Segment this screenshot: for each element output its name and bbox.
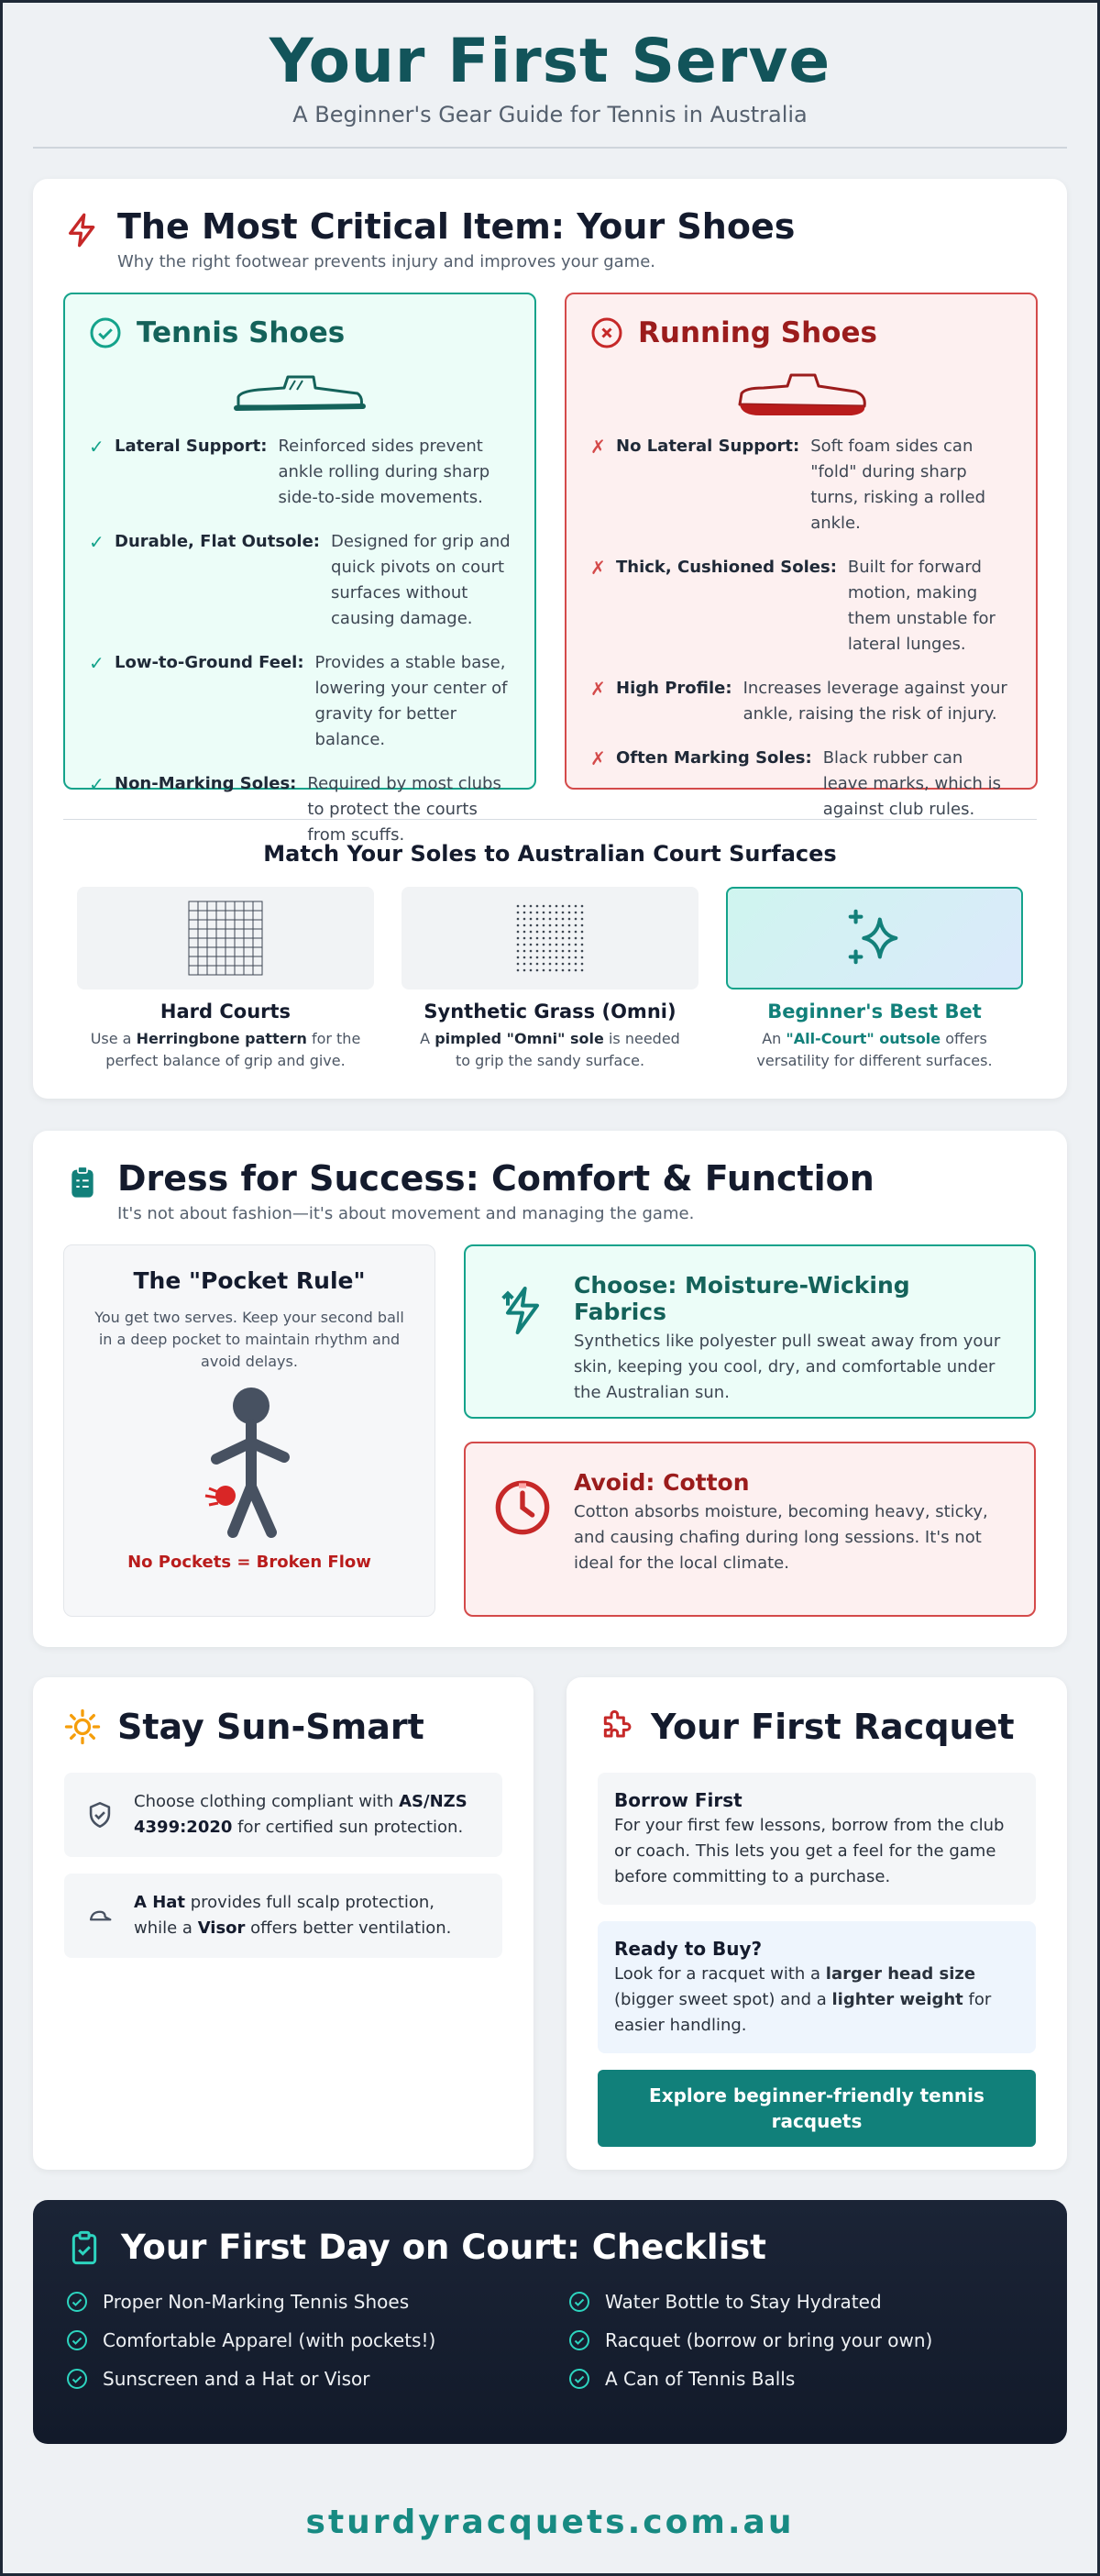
running-shoe-feature: [590, 555, 1012, 658]
surface-grass-name: Synthetic Grass (Omni): [424, 1001, 676, 1023]
sun-tip-clothing: [64, 1773, 502, 1857]
borrow-first-box: [598, 1773, 1036, 1905]
page-header: [0, 0, 1100, 127]
running-features-list: [590, 434, 1012, 823]
tennis-shoe-feature-desc: Provides a stable base, lowering your center of gravity for better balance.: [314, 653, 508, 749]
tennis-shoe-feature-name: Low-to-Ground Feel:: [115, 653, 304, 672]
header-divider: [33, 147, 1067, 149]
shoes-title: The Most Critical Item: Your Shoes: [117, 206, 796, 247]
running-shoe-feature: [590, 676, 1012, 727]
tennis-shoe-feature-name: Durable, Flat Outsole:: [115, 532, 321, 551]
clipboard-icon: [64, 1164, 101, 1200]
bolt-arrows-icon: [493, 1281, 552, 1340]
running-shoe-feature-desc: Soft foam sides can "fold" during sharp turns, risking a rolled ankle.: [810, 437, 985, 533]
tennis-shoe-feature-name: Lateral Support:: [115, 437, 268, 456]
surface-hard-courts: [77, 887, 374, 1072]
running-shoe-feature-desc: Increases leverage against your ankle, raising the risk of injury.: [742, 679, 1007, 724]
surface-best-name: Beginner's Best Bet: [767, 1001, 982, 1023]
checklist-item-label: Proper Non-Marking Tennis Shoes: [103, 2291, 410, 2313]
sun-title: Stay Sun-Smart: [117, 1707, 424, 1747]
surface-grass-desc: A pimpled "Omni" sole is needed to grip the sandy surface.: [420, 1030, 680, 1069]
checklist-item-label: A Can of Tennis Balls: [605, 2368, 796, 2390]
surface-best-bet: [726, 887, 1023, 1072]
cross-mark-icon: ✗: [590, 747, 606, 769]
pocket-figure: [90, 1386, 409, 1547]
running-shoe-illustration: [590, 370, 1012, 421]
running-shoe-feature-name: High Profile:: [616, 679, 732, 698]
tennis-shoes-card: [63, 293, 536, 845]
tennis-shoe-feature: [89, 529, 511, 632]
borrow-first-title: Borrow First: [614, 1789, 742, 1811]
avoid-cotton-card: [464, 1442, 1036, 1617]
running-shoe-feature: [590, 746, 1012, 823]
herringbone-pattern-image: [77, 887, 374, 989]
pimpled-pattern-image: [402, 887, 698, 989]
check-mark-icon: ✓: [89, 531, 104, 553]
choose-fabrics-card: [464, 1244, 1036, 1419]
cross-mark-icon: ✗: [590, 678, 606, 700]
check-circle-icon: [89, 316, 122, 349]
tennis-shoe-icon: [231, 370, 368, 415]
surface-hard-name: Hard Courts: [160, 1001, 292, 1023]
page-title: Your First Serve: [269, 26, 831, 96]
shield-check-icon: [84, 1799, 116, 1830]
explore-racquets-button[interactable]: Explore beginner-friendly tennis racquets: [598, 2070, 1036, 2147]
running-shoe-feature: [590, 434, 1012, 536]
dress-section: [33, 1131, 1067, 1647]
tennis-shoe-illustration: [89, 370, 511, 421]
check-circle-icon: [568, 2329, 590, 2351]
checklist-item: [66, 2368, 568, 2390]
shoes-header: [64, 206, 1036, 271]
checklist-item-label: Comfortable Apparel (with pockets!): [103, 2329, 436, 2351]
check-circle-icon: [568, 2368, 590, 2390]
dress-header: [64, 1158, 1036, 1223]
choose-fabrics-title: Choose: Moisture-Wicking Fabrics: [574, 1272, 910, 1325]
dress-title: Dress for Success: Comfort & Function: [117, 1158, 874, 1199]
checklist-item-label: Water Bottle to Stay Hydrated: [605, 2291, 882, 2313]
checklist-section: [33, 2200, 1067, 2444]
checklist-item: [568, 2368, 1071, 2390]
running-shoes-header: [590, 316, 1012, 349]
racquet-title: Your First Racquet: [651, 1707, 1015, 1747]
clock-icon: [493, 1478, 552, 1537]
cross-mark-icon: ✗: [590, 557, 606, 579]
check-mark-icon: ✓: [89, 652, 104, 674]
tennis-shoe-feature: [89, 434, 511, 511]
surfaces-title: Match Your Soles to Australian Court Surfaces: [263, 841, 837, 867]
shoes-subtitle: Why the right footwear prevents injury and improves your game.: [117, 252, 655, 271]
ready-to-buy-box: [598, 1921, 1036, 2053]
puzzle-piece-icon: [598, 1708, 634, 1745]
choose-fabrics-text: Synthetics like polyester pull sweat away from your skin, keeping you cool, dry, and comfortable under the Australian sun.: [574, 1332, 1001, 1402]
checklist-header: [66, 2228, 1034, 2267]
tennis-shoe-feature-desc: Reinforced sides prevent ankle rolling during sharp side-to-side movements.: [278, 437, 490, 507]
checklist-item: [66, 2291, 568, 2313]
check-circle-icon: [568, 2291, 590, 2313]
check-circle-icon: [66, 2291, 88, 2313]
surface-hard-desc: Use a Herringbone pattern for the perfect balance of grip and give.: [90, 1030, 361, 1069]
running-shoe-feature-name: No Lateral Support:: [616, 437, 800, 456]
tennis-shoe-feature-name: Non-Marking Soles:: [115, 774, 297, 793]
tennis-shoe-feature-desc: Required by most clubs to protect the courts from scuffs.: [307, 774, 501, 845]
check-mark-icon: ✓: [89, 436, 104, 458]
sun-icon: [64, 1708, 101, 1745]
checklist-item-label: Racquet (borrow or bring your own): [605, 2329, 933, 2351]
running-shoe-feature-desc: Black rubber can leave marks, which is against club rules.: [822, 748, 1002, 819]
person-dropping-ball-icon: [194, 1386, 304, 1547]
sun-header: [64, 1707, 502, 1747]
check-mark-icon: ✓: [89, 773, 104, 795]
pocket-rule-card: [63, 1244, 435, 1617]
herringbone-icon: [188, 901, 263, 976]
checklist-item: [568, 2291, 1071, 2313]
racquet-header: [598, 1707, 1036, 1747]
surface-synthetic-grass: [402, 887, 698, 1072]
sparkles-icon: [842, 906, 907, 970]
running-shoes-card: [565, 293, 1038, 819]
pocket-rule-title: The "Pocket Rule": [133, 1267, 366, 1294]
footer-url: sturdyracquets.com.au: [305, 2504, 795, 2541]
tennis-shoes-title: Tennis Shoes: [137, 316, 346, 349]
checklist-grid: [66, 2291, 1034, 2390]
borrow-first-text: For your first few lessons, borrow from the club or coach. This lets you get a feel for the game before committing to a purchase.: [614, 1816, 1005, 1886]
pimpled-dots-icon: [513, 901, 587, 975]
clipboard-check-icon: [66, 2229, 103, 2266]
running-shoe-icon: [732, 370, 870, 421]
page-subtitle: A Beginner's Gear Guide for Tennis in Australia: [292, 102, 808, 127]
cross-mark-icon: ✗: [590, 436, 606, 458]
dress-subtitle: It's not about fashion—it's about movement and managing the game.: [117, 1204, 695, 1223]
all-court-image: [726, 887, 1023, 989]
running-shoes-title: Running Shoes: [638, 316, 877, 349]
pocket-rule-text: You get two serves. Keep your second ball in a deep pocket to maintain rhythm and avoid delays.: [94, 1309, 404, 1370]
check-circle-icon: [66, 2329, 88, 2351]
tennis-features-list: [89, 434, 511, 848]
ready-to-buy-title: Ready to Buy?: [614, 1938, 763, 1960]
check-circle-icon: [66, 2368, 88, 2390]
pocket-rule-footer: No Pockets = Broken Flow: [127, 1553, 371, 1572]
tennis-shoe-feature: [89, 650, 511, 753]
ready-to-buy-text: Look for a racquet with a larger head size (bigger sweet spot) and a lighter weight for easier handling.: [614, 1964, 992, 2035]
checklist-title: Your First Day on Court: Checklist: [121, 2228, 766, 2267]
sun-tip-clothing-text: Choose clothing compliant with AS/NZS 4399:2020 for certified sun protection.: [134, 1792, 468, 1837]
lightning-icon: [64, 212, 101, 249]
sun-tip-hat-text: A Hat provides full scalp protection, while a Visor offers better ventilation.: [134, 1893, 452, 1938]
shoes-section: [33, 179, 1067, 1099]
tennis-shoe-feature: [89, 771, 511, 848]
tennis-shoe-feature-desc: Designed for grip and quick pivots on court surfaces without causing damage.: [331, 532, 511, 628]
avoid-cotton-title: Avoid: Cotton: [574, 1469, 750, 1496]
racquet-section: [566, 1677, 1067, 2170]
avoid-cotton-text: Cotton absorbs moisture, becoming heavy, sticky, and causing chafing during long sessions. It's not ideal for the local climate.: [574, 1502, 988, 1573]
checklist-item: [66, 2329, 568, 2351]
surface-best-desc: An "All-Court" outsole offers versatility for different surfaces.: [756, 1030, 993, 1069]
running-shoe-feature-name: Thick, Cushioned Soles:: [616, 558, 837, 577]
checklist-item: [568, 2329, 1071, 2351]
running-shoe-feature-desc: Built for forward motion, making them unstable for lateral lunges.: [847, 558, 996, 654]
running-shoe-feature-name: Often Marking Soles:: [616, 748, 812, 768]
cap-icon: [84, 1900, 116, 1931]
sun-section: [33, 1677, 534, 2170]
tennis-shoes-header: [89, 316, 511, 349]
x-circle-icon: [590, 316, 623, 349]
checklist-item-label: Sunscreen and a Hat or Visor: [103, 2368, 370, 2390]
sun-tip-hat: [64, 1874, 502, 1958]
surfaces-divider: [63, 819, 1037, 820]
